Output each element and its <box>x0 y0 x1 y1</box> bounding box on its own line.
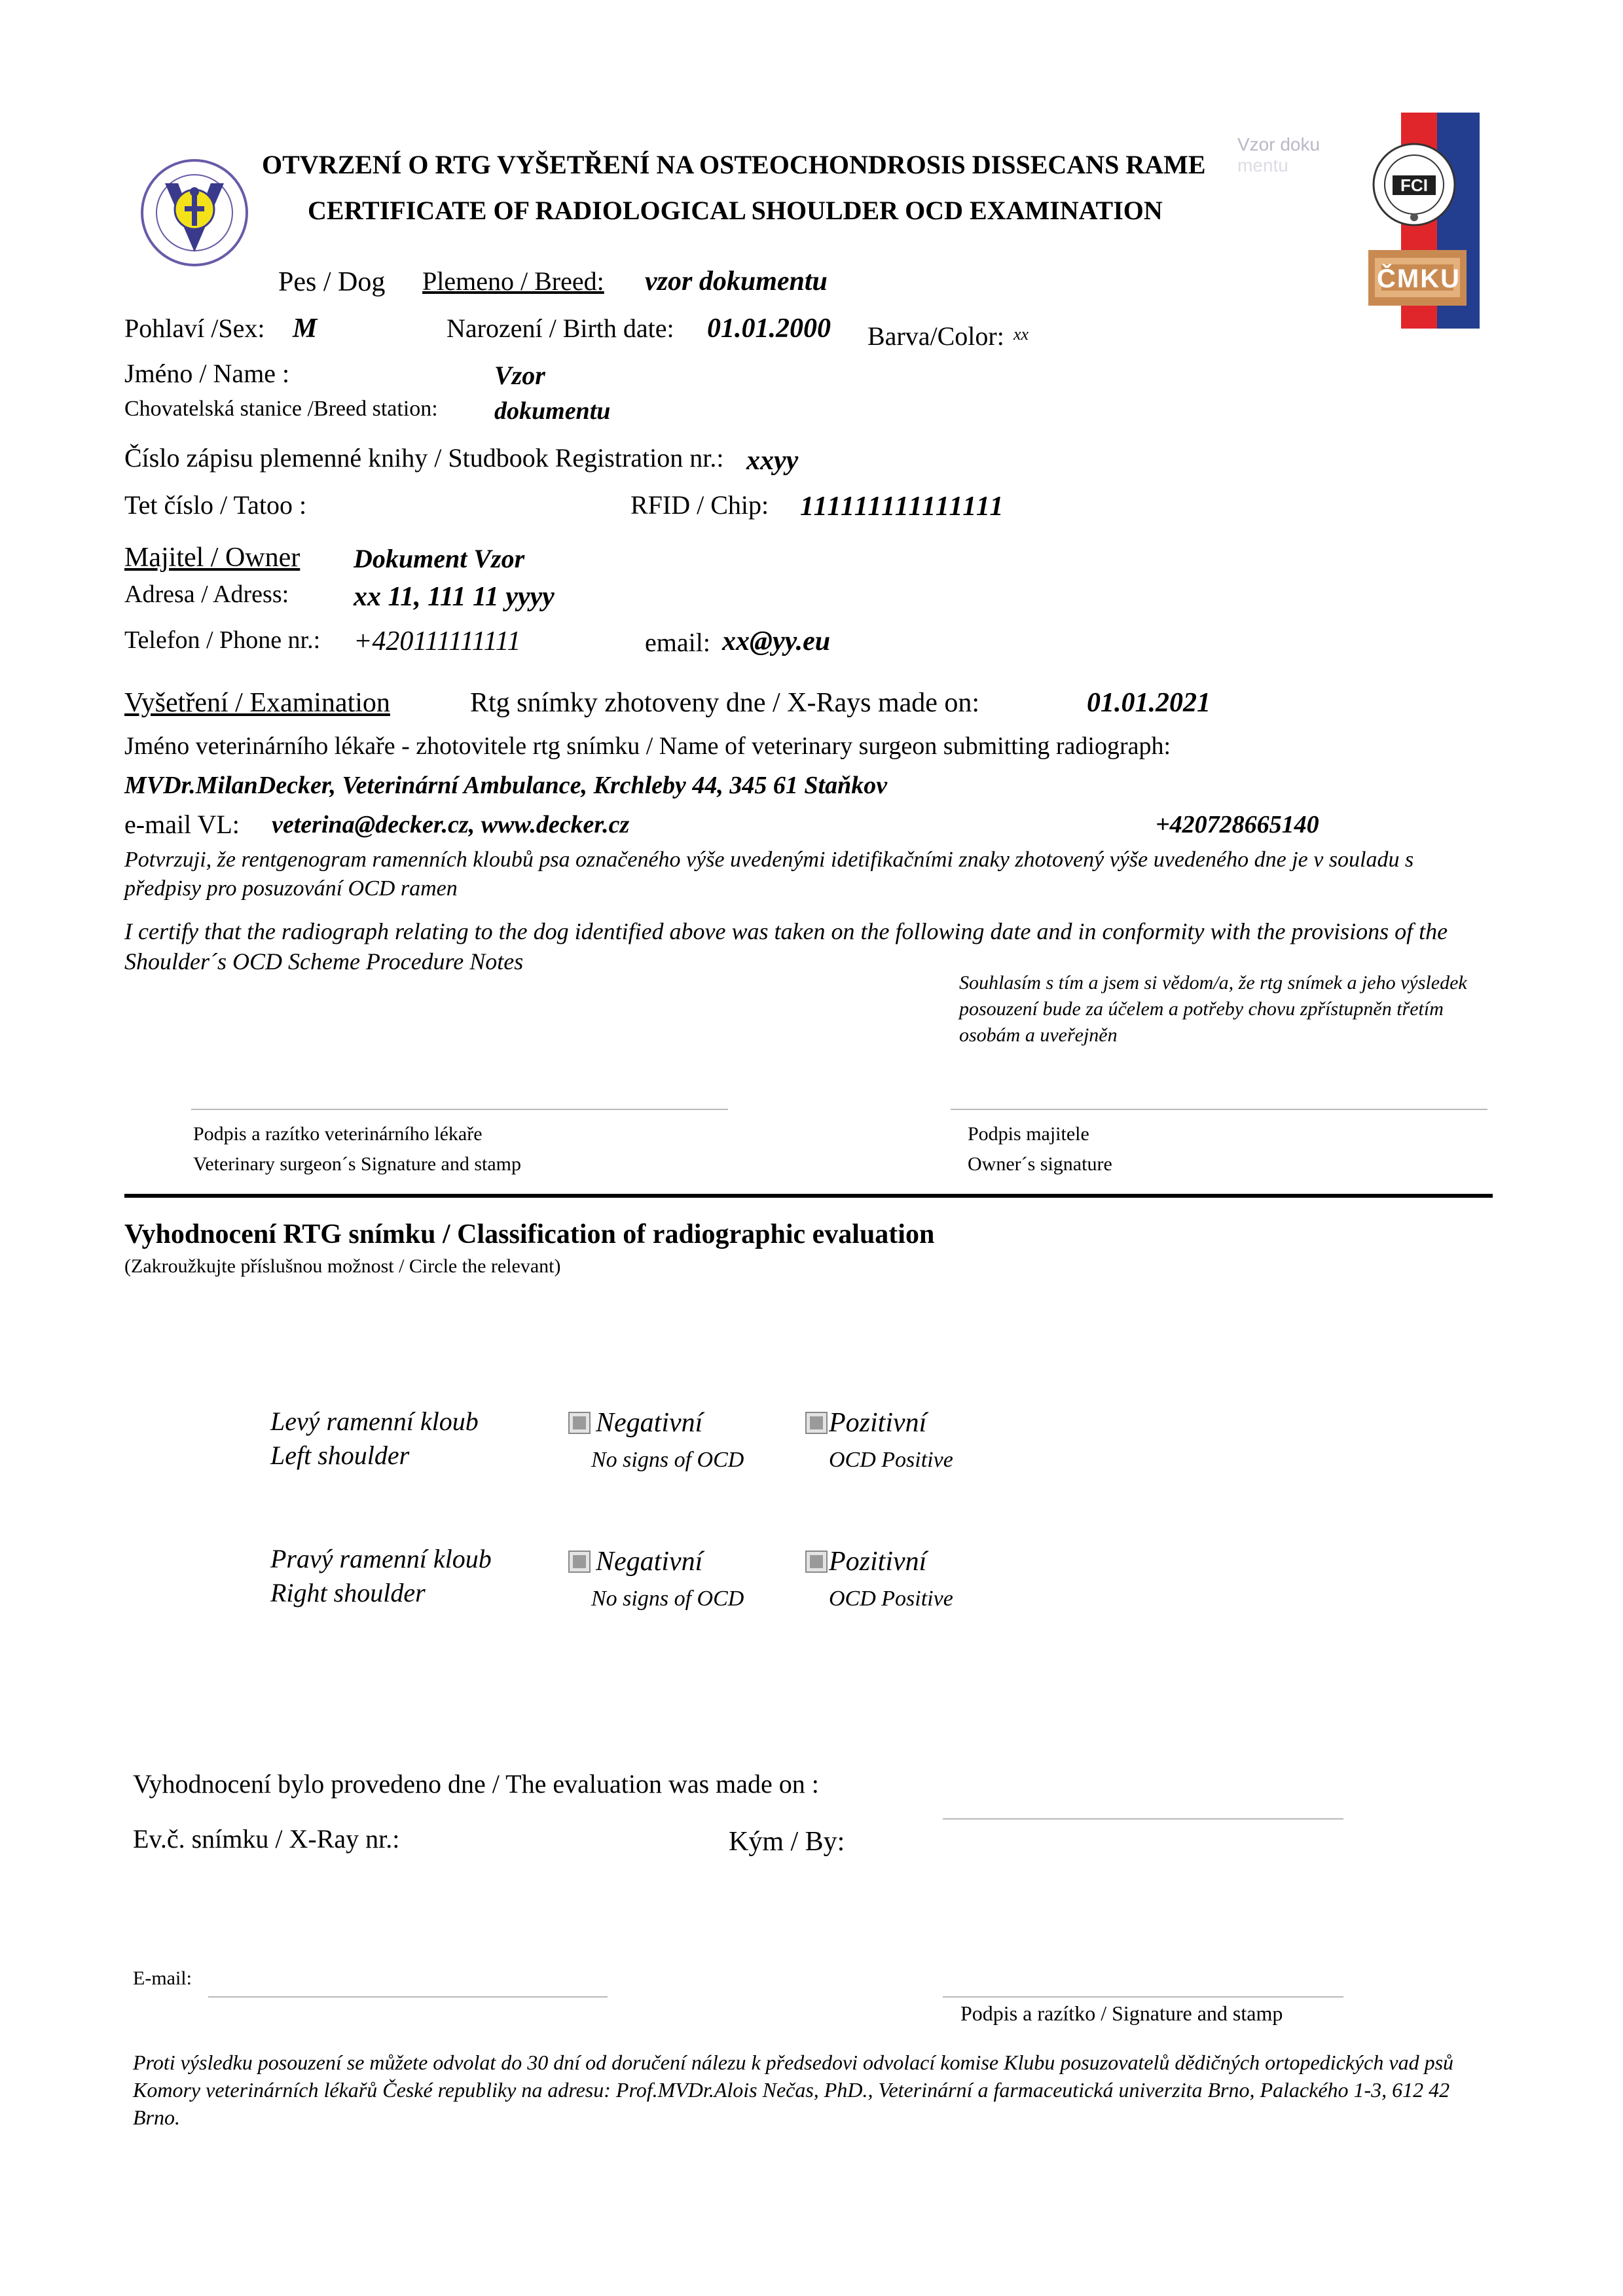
left-shoulder-en: Left shoulder <box>270 1441 410 1470</box>
exam-heading: Vyšetření / Examination <box>124 688 390 718</box>
watermark <box>1237 134 1320 176</box>
address-value: xx 11, 111 11 yyyy <box>354 582 555 612</box>
xray-nr-label: Ev.č. snímku / X-Ray nr.: <box>133 1824 400 1854</box>
xray-date: 01.01.2021 <box>1087 688 1211 718</box>
left-positive-checkbox[interactable] <box>805 1412 828 1434</box>
left-positive-option[interactable] <box>805 1407 926 1439</box>
right-positive-label: Pozitivní <box>829 1547 927 1577</box>
vet-sig-en: Veterinary surgeon´s Signature and stamp <box>193 1153 521 1175</box>
title-cz: OTVRZENÍ O RTG VYŠETŘENÍ NA OSTEOCHONDROSIS DISSECANS RAME <box>262 150 1206 179</box>
birth-label: Narození / Birth date: <box>447 314 674 343</box>
watermark-line2: mentu <box>1237 155 1288 175</box>
owner-sig-cz: Podpis majitele <box>968 1123 1089 1145</box>
evaluation-email-label: E-mail: <box>133 1967 192 1989</box>
color-value: xx <box>1013 325 1029 344</box>
left-negative-sub: No signs of OCD <box>591 1448 744 1472</box>
evaluation-made-on-label: Vyhodnocení bylo provedeno dne / The evaluation was made on : <box>133 1769 819 1799</box>
studbook-value: xxyy <box>746 446 799 476</box>
owner-signature-line <box>951 1109 1487 1110</box>
color-label: Barva/Color: <box>867 321 1004 351</box>
phone-label: Telefon / Phone nr.: <box>124 626 321 654</box>
chip-value: 111111111111111 <box>800 492 1005 522</box>
evaluation-email-line <box>208 1996 608 1998</box>
studbook-label: Číslo zápisu plemenné knihy / Studbook Registration nr.: <box>124 443 724 473</box>
tatoo-label: Tet číslo / Tatoo : <box>124 490 307 520</box>
right-negative-checkbox[interactable] <box>568 1551 591 1573</box>
fci-cmku-logo <box>1362 113 1480 329</box>
breed-value: vzor dokumentu <box>645 266 828 296</box>
confirm-cz: Potvrzuji, že rentgenogram ramenních kloubů psa označeného výše uvedenými idetifikačními znaky zhotovený výše uvedeného dne je v souladu s předpisy pro posuzování OCD ramen <box>124 848 1414 901</box>
owner-email-label: email: <box>645 628 710 657</box>
xray-label: Rtg snímky zhotoveny dne / X-Rays made on: <box>470 688 980 718</box>
owner-sig-en: Owner´s signature <box>968 1153 1112 1175</box>
evaluation-signature-line <box>943 1996 1343 1998</box>
appeal-text: Proti výsledku posouzení se můžete odvolat do 30 dní od doručení nálezu k předsedovi odvolací komise Klubu posuzovatelů dědičných ortopedických vad psů Komory veterinárních lékařů České republiky na adresu: Prof.MVDr.Alois Nečas, PhD., Veterinární a farmaceutická univerzita Brno, Palackého 1-3, 612 42 Brno. <box>133 2051 1454 2129</box>
right-positive-sub: OCD Positive <box>829 1587 953 1611</box>
title-en: CERTIFICATE OF RADIOLOGICAL SHOULDER OCD EXAMINATION <box>308 196 1163 225</box>
birth-value: 01.01.2000 <box>707 314 831 344</box>
phone-value: +420111111111 <box>354 626 521 656</box>
right-positive-checkbox[interactable] <box>805 1551 828 1573</box>
left-positive-label: Pozitivní <box>829 1408 927 1438</box>
vet-email-value: veterina@decker.cz, www.decker.cz <box>272 811 630 838</box>
station-value: dokumentu <box>494 397 611 425</box>
evaluation-signature-label: Podpis a razítko / Signature and stamp <box>960 2001 1283 2025</box>
by-label: Kým / By: <box>729 1827 845 1857</box>
sex-label: Pohlaví /Sex: <box>124 314 265 343</box>
owner-heading: Majitel / Owner <box>124 543 301 573</box>
right-negative-label: Negativní <box>596 1547 703 1577</box>
left-shoulder-cz: Levý ramenní kloub <box>270 1407 479 1436</box>
watermark-line1: Vzor doku <box>1237 134 1321 154</box>
chip-label: RFID / Chip: <box>630 490 769 520</box>
right-negative-option[interactable] <box>568 1546 702 1577</box>
right-shoulder-cz: Pravý ramenní kloub <box>270 1544 492 1573</box>
vet-value: MVDr.MilanDecker, Veterinární Ambulance, Krchleby 44, 345 61 Staňkov <box>124 772 888 799</box>
owner-name: Dokument Vzor <box>354 544 525 573</box>
pes-label: Pes / Dog <box>278 267 386 297</box>
vet-phone-value: +420728665140 <box>1156 811 1319 838</box>
sex-value: M <box>293 314 318 344</box>
consent-text: Souhlasím s tím a jsem si vědom/a, že rtg snímek a jeho výsledek posouzení bude za účelem a potřeby chovu zpřístupněn třetím osobám a uveřejněn <box>959 972 1467 1046</box>
komora-logo <box>139 154 250 275</box>
breed-label: Plemeno / Breed: <box>422 266 604 296</box>
fci-label: FCI <box>1400 175 1428 195</box>
evaluation-signature-line-top <box>943 1818 1343 1820</box>
left-negative-label: Negativní <box>596 1408 703 1438</box>
name-value: Vzor <box>494 361 545 390</box>
evaluation-heading: Vyhodnocení RTG snímku / Classification of radiographic evaluation <box>124 1219 935 1249</box>
confirm-en: I certify that the radiograph relating to the dog identified above was taken on the following date and in conformity with the provisions of the Shoulder´s OCD Scheme Procedure Notes <box>124 918 1448 975</box>
station-label: Chovatelská stanice /Breed station: <box>124 397 438 421</box>
vet-email-label: e-mail VL: <box>124 810 240 839</box>
cmku-label: ČMKU <box>1377 264 1461 293</box>
evaluation-subheading: (Zakroužkujte příslušnou možnost / Circle the relevant) <box>124 1255 561 1277</box>
name-label: Jméno / Name : <box>124 359 290 388</box>
left-positive-sub: OCD Positive <box>829 1448 953 1472</box>
vet-signature-line <box>191 1109 728 1110</box>
right-negative-sub: No signs of OCD <box>591 1587 744 1611</box>
right-shoulder-en: Right shoulder <box>270 1578 426 1607</box>
right-positive-option[interactable] <box>805 1546 926 1577</box>
left-negative-option[interactable] <box>568 1407 702 1439</box>
vet-label: Jméno veterinárního lékaře - zhotovitele rtg snímku / Name of veterinary surgeon submitting radiograph: <box>124 732 1171 760</box>
left-negative-checkbox[interactable] <box>568 1412 591 1434</box>
owner-email-value: xx@yy.eu <box>722 626 831 656</box>
address-label: Adresa / Adress: <box>124 581 289 608</box>
section-divider <box>124 1194 1493 1198</box>
vet-sig-cz: Podpis a razítko veterinárního lékaře <box>193 1123 483 1145</box>
